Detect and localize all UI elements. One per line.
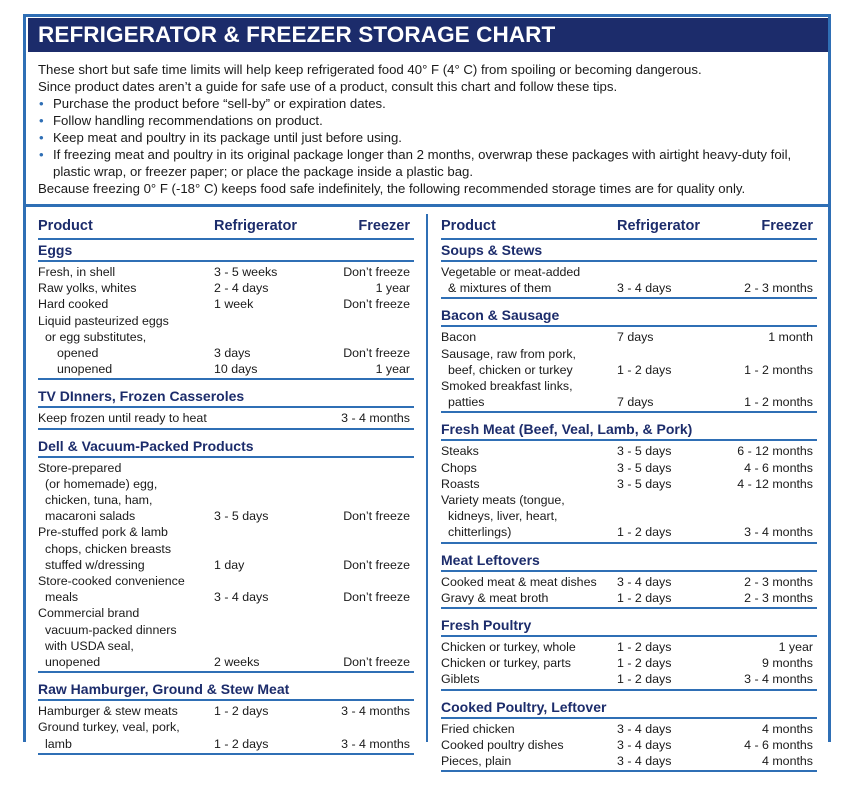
- product-line: vacuum-packed dinners: [45, 622, 177, 637]
- refrigerator-cell: 3 - 4 days: [617, 281, 672, 296]
- tip-text: Follow handling recommendations on product.: [53, 113, 323, 128]
- product-line: beef, chicken or turkey: [448, 362, 573, 377]
- tip-item: [38, 146, 823, 180]
- product-line: patties: [448, 395, 485, 410]
- header-refrigerator: Refrigerator: [617, 218, 700, 234]
- section-divider: [23, 204, 831, 207]
- product-line: Store-prepared: [38, 460, 122, 475]
- table-row: [38, 280, 414, 296]
- refrigerator-cell: 3 - 5 days: [214, 509, 269, 524]
- category-title: Soups & Stews: [441, 242, 543, 258]
- refrigerator-cell: 10 days: [214, 362, 258, 377]
- category-raw-hamburger-ground-stew-meat: [38, 679, 414, 701]
- category-title: Eggs: [38, 242, 73, 258]
- freezer-cell: 1 year: [375, 362, 410, 377]
- category-bacon-sausage: [441, 305, 817, 327]
- product-cell: [38, 361, 214, 377]
- freezer-cell: 1 - 2 months: [744, 362, 813, 377]
- product-cell: [38, 410, 324, 426]
- product-line: Smoked breakfast links,: [441, 379, 573, 394]
- refrigerator-cell: 3 - 5 days: [617, 476, 672, 491]
- category-title: Fresh Poultry: [441, 617, 532, 634]
- tip-text: Keep meat and poultry in its package until just before using.: [53, 130, 402, 145]
- refrigerator-cell: 1 - 2 days: [214, 736, 269, 751]
- freezer-cell: 3 - 4 months: [341, 411, 410, 426]
- category-dell-vacuum-packed-products: [38, 436, 414, 458]
- table-row: [441, 378, 817, 410]
- product-cell: [38, 264, 214, 280]
- product-cell: [38, 313, 214, 345]
- product-line: with USDA seal,: [45, 638, 134, 653]
- category-rows: [441, 327, 817, 413]
- freezer-cell: 3 - 4 months: [744, 525, 813, 540]
- refrigerator-cell: 7 days: [617, 330, 654, 345]
- product-cell: [441, 753, 617, 769]
- category-title: Raw Hamburger, Ground & Stew Meat: [38, 681, 290, 698]
- refrigerator-cell: 3 - 4 days: [617, 754, 672, 769]
- freezer-cell: 3 - 4 months: [341, 704, 410, 719]
- refrigerator-cell: 1 week: [214, 297, 254, 312]
- product-line: Commercial brand: [38, 606, 140, 621]
- table-row: [441, 737, 817, 753]
- refrigerator-cell: 3 - 5 days: [617, 460, 672, 475]
- freezer-cell: 1 - 2 months: [744, 395, 813, 410]
- product-line: Liquid pasteurized eggs: [38, 313, 169, 328]
- category-rows: [38, 458, 414, 674]
- freezer-cell: Don’t freeze: [343, 346, 410, 361]
- freezer-cell: 4 months: [762, 754, 813, 769]
- table-row: [441, 574, 817, 590]
- table-row: [38, 361, 414, 377]
- category-cooked-poultry-leftover: [441, 697, 817, 719]
- bullet-icon: •: [39, 147, 44, 162]
- title-bar: [28, 18, 828, 52]
- product-cell: [38, 703, 214, 719]
- refrigerator-cell: 3 - 5 days: [617, 444, 672, 459]
- refrigerator-cell: 2 - 4 days: [214, 281, 269, 296]
- product-line: (or homemade) egg,: [45, 476, 158, 491]
- freezer-cell: Don’t freeze: [343, 557, 410, 572]
- product-cell: [441, 639, 617, 655]
- refrigerator-cell: 2 weeks: [214, 655, 260, 670]
- freezer-cell: 4 months: [762, 721, 813, 736]
- table-row: [38, 313, 414, 345]
- header-product: Product: [38, 218, 93, 234]
- table-row: [38, 345, 414, 361]
- table-row: [441, 476, 817, 492]
- product-line: Store-cooked convenience: [38, 574, 185, 589]
- refrigerator-cell: 1 day: [214, 557, 245, 572]
- refrigerator-cell: 3 days: [214, 346, 251, 361]
- column-divider: [426, 214, 428, 742]
- product-line: Variety meats (tongue,: [441, 493, 565, 508]
- refrigerator-cell: 1 - 2 days: [617, 525, 672, 540]
- table-row: [441, 671, 817, 687]
- product-cell: [38, 719, 214, 751]
- refrigerator-cell: 1 - 2 days: [617, 672, 672, 687]
- bullet-icon: •: [39, 96, 44, 111]
- product-cell: [38, 524, 214, 573]
- table-row: [38, 460, 414, 525]
- product-cell: [441, 492, 617, 541]
- product-line: Sausage, raw from pork,: [441, 346, 576, 361]
- refrigerator-cell: 1 - 2 days: [617, 640, 672, 655]
- refrigerator-cell: 3 - 4 days: [617, 721, 672, 736]
- freezer-cell: Don’t freeze: [343, 297, 410, 312]
- table-row: [441, 655, 817, 671]
- freezer-cell: 2 - 3 months: [744, 281, 813, 296]
- tip-text: If freezing meat and poultry in its original package longer than 2 months, overwrap these packages with airtight heavy-duty foil, plastic wrap, or freezer paper; or place the package inside a plastic bag.: [53, 147, 792, 179]
- category-tv-dinners-frozen-casseroles: [38, 386, 414, 408]
- product-line: Fried chicken: [441, 721, 515, 736]
- product-line: & mixtures of them: [448, 281, 552, 296]
- column-header: [441, 214, 817, 240]
- category-title: Cooked Poultry, Leftover: [441, 698, 607, 715]
- tips-list: [38, 95, 823, 180]
- product-line: Chicken or turkey, parts: [441, 656, 571, 671]
- refrigerator-cell: 3 - 4 days: [214, 590, 269, 605]
- tip-item: [38, 95, 823, 112]
- product-cell: [38, 605, 214, 670]
- intro-closing: Because freezing 0° F (-18° C) keeps food safe indefinitely, the following recommended storage times are for quality only.: [38, 181, 746, 196]
- freezer-cell: Don’t freeze: [343, 265, 410, 279]
- page-title: REFRIGERATOR & FREEZER STORAGE CHART: [38, 22, 556, 47]
- product-line: Vegetable or meat-added: [441, 265, 581, 279]
- freezer-cell: Don’t freeze: [343, 509, 410, 524]
- freezer-cell: 6 - 12 months: [737, 444, 813, 459]
- freezer-cell: Don’t freeze: [343, 655, 410, 670]
- table-row: [441, 639, 817, 655]
- table-row: [441, 590, 817, 606]
- product-line: chops, chicken breasts: [45, 541, 172, 556]
- product-cell: [441, 460, 617, 476]
- product-cell: [441, 655, 617, 671]
- refrigerator-cell: 7 days: [617, 395, 654, 410]
- product-line: or egg substitutes,: [45, 329, 147, 344]
- product-cell: [38, 345, 214, 361]
- product-cell: [441, 721, 617, 737]
- refrigerator-cell: 1 - 2 days: [617, 590, 672, 605]
- freezer-cell: 3 - 4 months: [744, 672, 813, 687]
- freezer-cell: 4 - 6 months: [744, 737, 813, 752]
- table-row: [38, 410, 414, 426]
- category-title: Bacon & Sausage: [441, 307, 560, 324]
- category-rows: [38, 701, 414, 755]
- header-refrigerator: Refrigerator: [214, 218, 297, 234]
- product-line: opened: [57, 346, 99, 361]
- left-column: [38, 214, 414, 761]
- bullet-icon: •: [39, 113, 44, 128]
- freezer-cell: 2 - 3 months: [744, 574, 813, 589]
- product-cell: [38, 280, 214, 296]
- product-line: chicken, tuna, ham,: [45, 493, 153, 508]
- product-line: Bacon: [441, 330, 477, 345]
- product-cell: [441, 590, 617, 606]
- intro-line-2: Since product dates aren’t a guide for safe use of a product, consult this chart and follow these tips.: [38, 79, 618, 94]
- category-rows: [441, 441, 817, 543]
- product-line: Hard cooked: [38, 297, 109, 312]
- table-row: [441, 329, 817, 345]
- refrigerator-cell: 1 - 2 days: [214, 704, 269, 719]
- product-line: Raw yolks, whites: [38, 281, 137, 296]
- product-line: Hamburger & stew meats: [38, 704, 178, 719]
- product-line: Keep frozen until ready to heat: [38, 411, 207, 426]
- header-freezer: Freezer: [358, 218, 410, 234]
- table-row: [441, 492, 817, 541]
- table-row: [38, 296, 414, 312]
- product-cell: [441, 574, 617, 590]
- freezer-cell: Don’t freeze: [343, 590, 410, 605]
- category-rows: [441, 637, 817, 691]
- product-line: Cooked poultry dishes: [441, 737, 564, 752]
- table-row: [441, 721, 817, 737]
- category-title: Dell & Vacuum-Packed Products: [38, 437, 254, 454]
- table-row: [38, 264, 414, 280]
- refrigerator-cell: 3 - 4 days: [617, 574, 672, 589]
- product-line: Fresh, in shell: [38, 265, 116, 279]
- freezer-cell: 1 month: [768, 330, 813, 345]
- freezer-cell: 9 months: [762, 656, 813, 671]
- freezer-cell: 4 - 6 months: [744, 460, 813, 475]
- category-title: Meat Leftovers: [441, 551, 540, 568]
- product-line: Chicken or turkey, whole: [441, 640, 576, 655]
- product-cell: [441, 264, 617, 296]
- product-line: macaroni salads: [45, 509, 136, 524]
- product-line: meals: [45, 590, 79, 605]
- table-row: [441, 443, 817, 459]
- table-row: [441, 264, 817, 296]
- product-cell: [441, 737, 617, 753]
- category-meat-leftovers: [441, 550, 817, 572]
- product-line: Steaks: [441, 444, 479, 459]
- product-cell: [38, 296, 214, 312]
- refrigerator-cell: 1 - 2 days: [617, 656, 672, 671]
- refrigerator-cell: 3 - 4 days: [617, 737, 672, 752]
- header-product: Product: [441, 218, 496, 234]
- table-row: [38, 524, 414, 573]
- category-title: TV DInners, Frozen Casseroles: [38, 388, 245, 405]
- product-cell: [38, 573, 214, 605]
- column-header: [38, 214, 414, 240]
- category-fresh-meat-beef-veal-lamb-pork: [441, 419, 817, 441]
- table-row: [38, 703, 414, 719]
- product-line: chitterlings): [448, 525, 512, 540]
- product-cell: [441, 378, 617, 410]
- product-line: Ground turkey, veal, pork,: [38, 720, 180, 735]
- product-line: Giblets: [441, 672, 480, 687]
- product-line: kidneys, liver, heart,: [448, 509, 558, 524]
- table-row: [38, 719, 414, 751]
- product-cell: [441, 671, 617, 687]
- intro-block: [38, 61, 823, 197]
- tip-item: [38, 112, 823, 129]
- product-cell: [441, 476, 617, 492]
- header-freezer: Freezer: [761, 218, 813, 234]
- category-rows: [441, 262, 817, 299]
- table-row: [441, 460, 817, 476]
- table-row: [38, 605, 414, 670]
- product-line: Gravy & meat broth: [441, 590, 549, 605]
- category-rows: [38, 408, 414, 429]
- product-line: lamb: [45, 736, 72, 751]
- category-soups-stews: [441, 240, 817, 262]
- right-column: [441, 214, 817, 778]
- product-cell: [441, 443, 617, 459]
- refrigerator-cell: 3 - 5 weeks: [214, 265, 278, 279]
- product-line: Pieces, plain: [441, 754, 512, 769]
- table-row: [441, 753, 817, 769]
- freezer-cell: 3 - 4 months: [341, 736, 410, 751]
- category-title: Fresh Meat (Beef, Veal, Lamb, & Pork): [441, 421, 693, 438]
- bullet-icon: •: [39, 130, 44, 145]
- product-cell: [441, 329, 617, 345]
- table-row: [441, 346, 817, 378]
- category-fresh-poultry: [441, 615, 817, 637]
- category-rows: [38, 262, 414, 380]
- product-cell: [441, 346, 617, 378]
- freezer-cell: 2 - 3 months: [744, 590, 813, 605]
- table-row: [38, 573, 414, 605]
- freezer-cell: 4 - 12 months: [737, 476, 813, 491]
- category-rows: [441, 572, 817, 609]
- tip-item: [38, 129, 823, 146]
- product-line: stuffed w/dressing: [45, 557, 145, 572]
- product-line: Pre-stuffed pork & lamb: [38, 525, 168, 540]
- product-line: Chops: [441, 460, 477, 475]
- product-line: unopened: [57, 362, 113, 377]
- product-line: unopened: [45, 655, 101, 670]
- refrigerator-cell: 1 - 2 days: [617, 362, 672, 377]
- tip-text: Purchase the product before “sell-by” or expiration dates.: [53, 96, 386, 111]
- product-line: Cooked meat & meat dishes: [441, 574, 597, 589]
- intro-line-1: These short but safe time limits will help keep refrigerated food 40° F (4° C) from spoiling or becoming dangerous.: [38, 62, 702, 77]
- freezer-cell: 1 year: [778, 640, 813, 655]
- freezer-cell: 1 year: [375, 281, 410, 296]
- category-rows: [441, 719, 817, 773]
- category-eggs: [38, 240, 414, 262]
- product-cell: [38, 460, 214, 525]
- product-line: Roasts: [441, 476, 480, 491]
